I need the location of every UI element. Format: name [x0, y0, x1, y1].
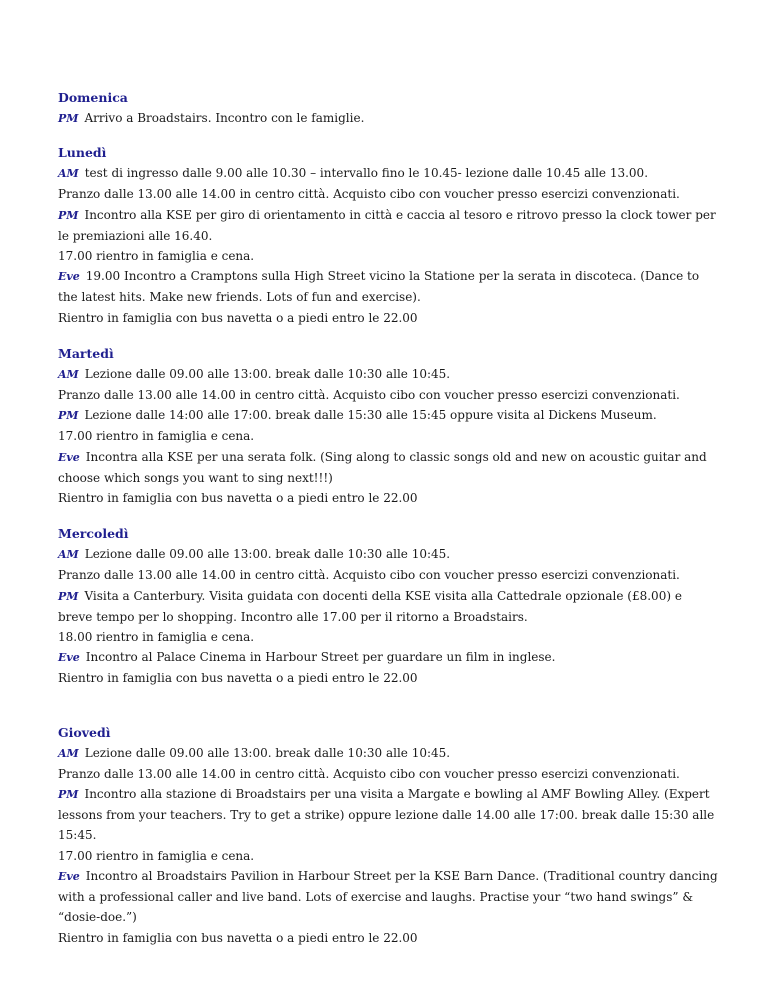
schedule-line	[58, 647, 718, 668]
schedule-line	[58, 163, 718, 184]
schedule-text: Pranzo dalle 13.00 alle 14.00 in centro città. Acquisto cibo con voucher presso esercizi convenzionati.	[58, 388, 680, 403]
schedule-line	[58, 405, 718, 426]
day-giovedi	[58, 723, 718, 948]
itinerary-document	[58, 88, 718, 948]
schedule-line	[58, 447, 718, 488]
schedule-line	[58, 544, 718, 565]
period-tag: Eve	[58, 450, 80, 464]
schedule-text: Rientro in famiglia con bus navetta o a piedi entro le 22.00	[58, 930, 418, 945]
schedule-line	[58, 764, 718, 784]
schedule-text: Incontro al Palace Cinema in Harbour Street per guardare un film in inglese.	[85, 650, 556, 665]
schedule-text: 17.00 rientro in famiglia e cena.	[58, 429, 255, 444]
schedule-line	[58, 586, 718, 627]
period-tag: PM	[58, 409, 79, 423]
schedule-text: Rientro in famiglia con bus navetta o a piedi entro le 22.00	[58, 671, 418, 686]
schedule-text: Lezione dalle 09.00 alle 13:00. break dalle 10:30 alle 10:45.	[84, 547, 451, 562]
day-martedi	[58, 344, 718, 508]
schedule-text: Incontro al Broadstairs Pavilion in Harbour Street per la KSE Barn Dance. (Traditional country dancing with a professional caller and live band. Lots of exercise and laughs. Practise your “two hand swings” & “dosie-doe.”)	[58, 868, 718, 925]
day-title: Giovedì	[58, 724, 111, 740]
schedule-text: 17.00 rientro in famiglia e cena.	[58, 848, 255, 863]
period-tag: AM	[58, 548, 79, 562]
schedule-line	[58, 246, 718, 266]
day-mercoledi	[58, 524, 718, 688]
period-tag: AM	[58, 367, 79, 381]
period-tag: PM	[58, 788, 79, 802]
schedule-text: 17.00 rientro in famiglia e cena.	[58, 249, 255, 264]
day-lunedi	[58, 143, 718, 328]
schedule-line	[58, 866, 718, 928]
schedule-text: 19.00 Incontro a Cramptons sulla High Street vicino la Statione per la serata in discoteca. (Dance to the latest hits. Make new friends. Lots of fun and exercise).	[58, 269, 700, 305]
schedule-text: Incontra alla KSE per una serata folk. (Sing along to classic songs old and new on acoustic guitar and choose which songs you want to sing next!!!)	[58, 449, 707, 485]
schedule-line	[58, 846, 718, 866]
schedule-text: Rientro in famiglia con bus navetta o a piedi entro le 22.00	[58, 491, 418, 506]
schedule-text: 18.00 rientro in famiglia e cena.	[58, 630, 255, 645]
schedule-text: Visita a Canterbury. Visita guidata con docenti della KSE visita alla Cattedrale opzionale (£8.00) e breve tempo per lo shopping. Incontro alle 17.00 per il ritorno a Broadstairs.	[58, 588, 682, 624]
schedule-line	[58, 668, 718, 688]
period-tag: Eve	[58, 869, 80, 883]
period-tag: Eve	[58, 651, 80, 665]
schedule-text: Pranzo dalle 13.00 alle 14.00 in centro città. Acquisto cibo con voucher presso esercizi convenzionati.	[58, 766, 680, 781]
schedule-line	[58, 627, 718, 647]
schedule-text: Incontro alla stazione di Broadstairs per una visita a Margate e bowling al AMF Bowling Alley. (Expert lessons from your teachers. Try to get a strike) oppure lezione dalle 14.00 alle 17:00. break dalle 15:30 alle 15:45.	[58, 787, 715, 843]
schedule-line	[58, 928, 718, 948]
schedule-text: test di ingresso dalle 9.00 alle 10.30 – intervallo fino le 10.45- lezione dalle 10.45 alle 13.00.	[84, 166, 649, 181]
schedule-text: Lezione dalle 09.00 alle 13:00. break dalle 10:30 alle 10:45.	[84, 366, 451, 381]
schedule-line	[58, 205, 718, 246]
schedule-text: Pranzo dalle 13.00 alle 14.00 in centro città. Acquisto cibo con voucher presso esercizi convenzionati.	[58, 568, 680, 583]
day-title: Martedì	[58, 345, 114, 361]
period-tag: AM	[58, 167, 79, 181]
schedule-line	[58, 184, 718, 204]
schedule-text: Lezione dalle 09.00 alle 13:00. break dalle 10:30 alle 10:45.	[84, 745, 451, 760]
period-tag: AM	[58, 746, 79, 760]
day-title: Lunedì	[58, 145, 107, 161]
day-domenica	[58, 88, 718, 129]
schedule-text: Lezione dalle 14:00 alle 17:00. break dalle 15:30 alle 15:45 oppure visita al Dickens Museum.	[84, 408, 657, 423]
day-title: Domenica	[58, 90, 128, 105]
period-tag: PM	[58, 112, 79, 125]
schedule-text: Incontro alla KSE per giro di orientamento in città e caccia al tesoro e ritrovo presso la clock tower per le premiazioni alle 16.40.	[58, 207, 716, 243]
schedule-line	[58, 385, 718, 405]
period-tag: PM	[58, 208, 79, 222]
schedule-text: Arrivo a Broadstairs. Incontro con le famiglie.	[84, 111, 365, 125]
schedule-line	[58, 364, 718, 385]
schedule-line	[58, 266, 718, 307]
schedule-line	[58, 108, 718, 129]
schedule-text: Rientro in famiglia con bus navetta o a piedi entro le 22.00	[58, 310, 418, 325]
period-tag: Eve	[58, 270, 80, 284]
day-title: Mercoledì	[58, 526, 129, 542]
schedule-line	[58, 565, 718, 585]
period-tag: PM	[58, 589, 79, 603]
schedule-line	[58, 743, 718, 764]
schedule-text: Pranzo dalle 13.00 alle 14.00 in centro città. Acquisto cibo con voucher presso esercizi convenzionati.	[58, 187, 680, 202]
schedule-line	[58, 784, 718, 846]
schedule-line	[58, 308, 718, 328]
schedule-line	[58, 488, 718, 508]
schedule-line	[58, 426, 718, 446]
